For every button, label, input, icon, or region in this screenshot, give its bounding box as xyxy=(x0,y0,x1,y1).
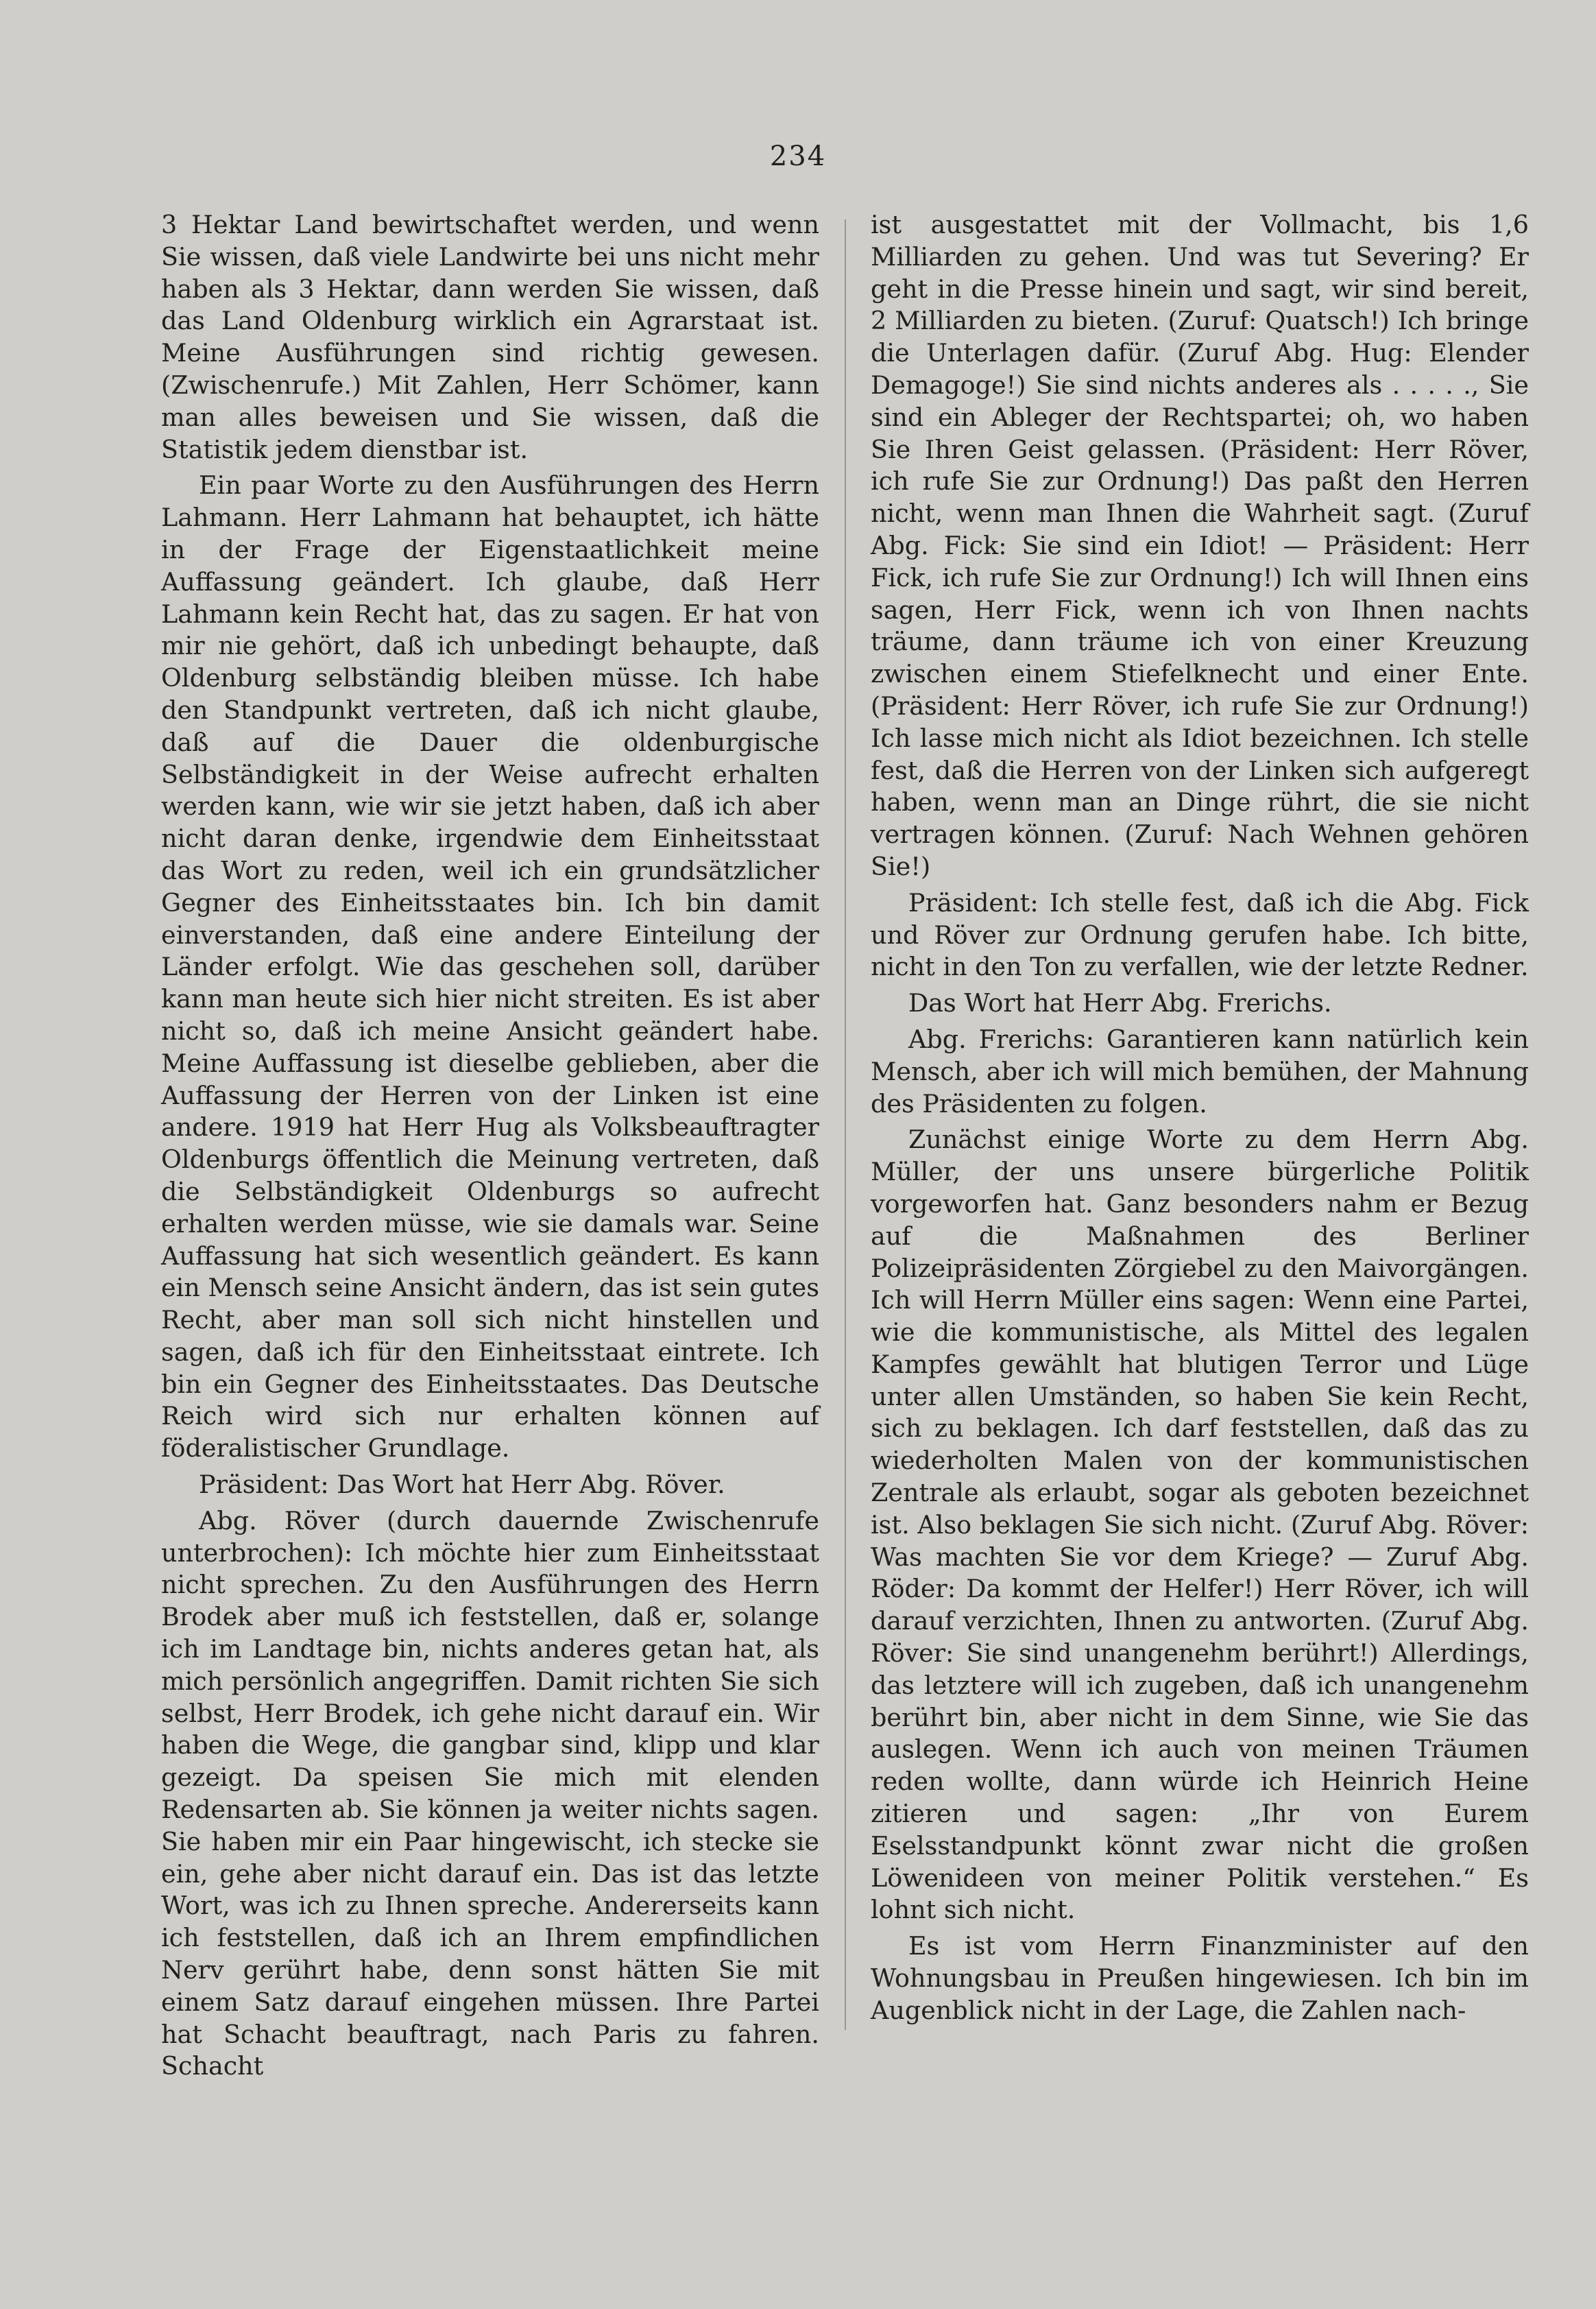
left-column xyxy=(161,209,819,2087)
page-number: 234 xyxy=(769,141,827,172)
paragraph: ist ausgestattet mit der Vollmacht, bis 1,6 Milliarden zu gehen. Und was tut Severing? Er geht in die Presse hinein und sagt, wir sind bereit, 2 Milliarden zu bieten. (Zuruf: Quatsch!) Ich bringe die Unterlagen dafür. (Zuruf Abg. Hug: Elender Demagoge!) Sie sind nichts anderes als . . . . ., Sie sind ein Ableger der Rechtspartei; oh, wo haben Sie Ihren Geist gelassen. (Präsident: Herr Röver, ich rufe Sie zur Ordnung!) Das paßt den Herren nicht, wenn man Ihnen die Wahrheit sagt. (Zuruf Abg. Fick: Sie sind ein Idiot! — Präsident: Herr Fick, ich rufe Sie zur Ordnung!) Ich will Ihnen eins sagen, Herr Fick, wenn ich von Ihnen nachts träume, dann träume ich von einer Kreuzung zwischen einem Stiefelknecht und einer Ente. (Präsident: Herr Röver, ich rufe Sie zur Ordnung!) Ich lasse mich nicht als Idiot bezeichnen. Ich stelle fest, daß die Herren von der Linken sich aufgeregt haben, wenn man an Dinge rührt, die sie nicht vertragen können. (Zuruf: Nach Wehnen gehören Sie!) xyxy=(871,210,1529,881)
speaker-paragraph: Präsident: Ich stelle fest, daß ich die Abg. Fick und Röver zur Ordnung gerufen habe. Ich bitte, nicht in den Ton zu verfallen, wie der letzte Redner. xyxy=(871,887,1529,982)
paragraph: Zunächst einige Worte zu dem Herrn Abg. Müller, der uns unsere bürgerliche Politik vorgeworfen hat. Ganz besonders nahm er Bezug auf die Maßnahmen des Berliner Polizeipräsidenten Zörgiebel zu den Maivorgängen. Ich will Herrn Müller eins sagen: Wenn eine Partei, wie die kommunistische, als Mittel des legalen Kampfes gewählt hat blutigen Terror und Lüge unter allen Umständen, so haben Sie kein Recht, sich zu beklagen. Ich darf feststellen, daß das zu wiederholten Malen von der kommunistischen Zentrale als erlaubt, sogar als geboten bezeichnet ist. Also beklagen Sie sich nicht. (Zuruf Abg. Röver: Was machten Sie vor dem Kriege? — Zuruf Abg. Röder: Da kommt der Helfer!) Herr Röver, ich will darauf verzichten, Ihnen zu antworten. (Zuruf Abg. Röver: Sie sind unangenehm berührt!) Allerdings, das letztere will ich zugeben, daß ich unangenehm berührt bin, aber nicht in dem Sinne, wie Sie das auslegen. Wenn ich auch von meinen Träumen reden wollte, dann würde ich Heinrich Heine zitieren und sagen: „Ihr von Eurem Eselsstandpunkt könnt zwar nicht die großen Löwenideen von meiner Politik verstehen.“ Es lohnt sich nicht. xyxy=(871,1125,1529,1925)
column-divider xyxy=(845,219,846,2030)
speaker-paragraph: Abg. Röver (durch dauernde Zwischenrufe unterbrochen): Ich möchte hier zum Einheitsstaat nicht sprechen. Zu den Ausführungen des Herrn Brodek aber muß ich feststellen, daß er, solange ich im Landtage bin, nichts anderes getan hat, als mich persönlich angegriffen. Damit richten Sie sich selbst, Herr Brodek, ich gehe nicht darauf ein. Wir haben die Wege, die gangbar sind, klipp und klar gezeigt. Da speisen Sie mich mit elenden Redensarten ab. Sie können ja weiter nichts sagen. Sie haben mir ein Paar hingewischt, ich stecke sie ein, gehe aber nicht darauf ein. Das ist das letzte Wort, was ich zu Ihnen spreche. Andererseits kann ich feststellen, daß ich an Ihrem empfindlichen Nerv gerührt habe, denn sonst hätten Sie mit einem Satz darauf eingehen müssen. Ihre Partei hat Schacht beauftragt, nach Paris zu fahren. Schacht xyxy=(161,1505,819,2081)
paragraph: 3 Hektar Land bewirtschaftet werden, und wenn Sie wissen, daß viele Landwirte bei uns nicht mehr haben als 3 Hektar, dann werden Sie wissen, daß das Land Oldenburg wirklich ein Agrarstaat ist. Meine Ausführungen sind richtig gewesen. (Zwischenrufe.) Mit Zahlen, Herr Schömer, kann man alles beweisen und Sie wissen, daß die Statistik jedem dienstbar ist. xyxy=(161,210,819,464)
paragraph: Es ist vom Herrn Finanzminister auf den Wohnungsbau in Preußen hingewiesen. Ich bin im Augenblick nicht in der Lage, die Zahlen nach- xyxy=(871,1931,1529,2025)
paragraph: Ein paar Worte zu den Ausführungen des Herrn Lahmann. Herr Lahmann hat behauptet, ich hätte in der Frage der Eigenstaatlichkeit meine Auffassung geändert. Ich glaube, daß Herr Lahmann kein Recht hat, das zu sagen. Er hat von mir nie gehört, daß ich unbedingt behaupte, daß Oldenburg selbständig bleiben müsse. Ich habe den Standpunkt vertreten, daß ich nicht glaube, daß auf die Dauer die oldenburgische Selbständigkeit in der Weise aufrecht erhalten werden kann, wie wir sie jetzt haben, daß ich aber nicht daran denke, irgendwie dem Einheitsstaat das Wort zu reden, weil ich ein grundsätzlicher Gegner des Einheitsstaates bin. Ich bin damit einverstanden, daß eine andere Einteilung der Länder erfolgt. Wie das geschehen soll, darüber kann man heute sich hier nicht streiten. Es ist aber nicht so, daß ich meine Ansicht geändert habe. Meine Auffassung ist dieselbe geblieben, aber die Auffassung der Herren von der Linken ist eine andere. 1919 hat Herr Hug als Volksbeauftragter Oldenburgs öffentlich die Meinung vertreten, daß die Selbständigkeit Oldenburgs so aufrecht erhalten werden müsse, wie sie damals war. Seine Auffassung hat sich wesentlich geändert. Es kann ein Mensch seine Ansicht ändern, das ist sein gutes Recht, aber man soll sich nicht hinstellen und sagen, daß ich für den Einheitsstaat eintrete. Ich bin ein Gegner des Einheitsstaates. Das Deutsche Reich wird sich nur erhalten können auf föderalistischer Grundlage. xyxy=(161,470,819,1463)
speaker-paragraph: Präsident: Das Wort hat Herr Abg. Röver. xyxy=(199,1470,725,1500)
paragraph: Das Wort hat Herr Abg. Frerichs. xyxy=(908,988,1332,1018)
speaker-paragraph: Abg. Frerichs: Garantieren kann natürlich kein Mensch, aber ich will mich bemühen, der Mahnung des Präsidenten zu folgen. xyxy=(871,1024,1529,1118)
right-column xyxy=(871,209,1529,2031)
